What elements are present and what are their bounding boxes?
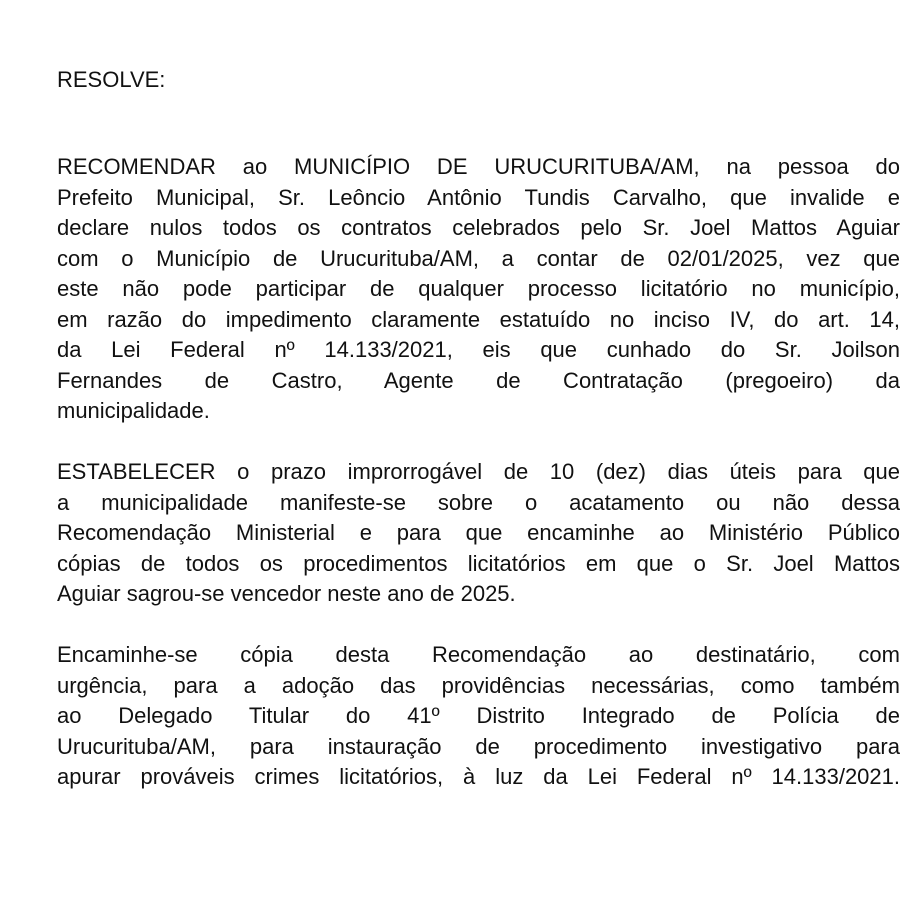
paragraph-line: Aguiar sagrou-se vencedor neste ano de 2025. [57, 581, 516, 606]
paragraph-line: da Lei Federal nº 14.133/2021, eis que cunhado do Sr. Joilson [57, 337, 900, 362]
paragraph-line: Encaminhe-se cópia desta Recomendação ao destinatário, com [57, 642, 900, 667]
paragraph-line: Recomendação Ministerial e para que encaminhe ao Ministério Público [57, 520, 900, 545]
paragraph-line: ao Delegado Titular do 41º Distrito Integrado de Polícia de [57, 703, 900, 728]
paragraph-deadline [57, 457, 900, 610]
paragraph-line: a municipalidade manifeste-se sobre o acatamento ou não dessa [57, 489, 900, 515]
paragraph-line: urgência, para a adoção das providências necessárias, como também [57, 672, 900, 698]
paragraph-line: Fernandes de Castro, Agente de Contratação (pregoeiro) da [57, 367, 900, 393]
paragraph-line: este não pode participar de qualquer processo licitatório no município, [57, 276, 900, 301]
section-heading: RESOLVE: [57, 67, 166, 92]
paragraph-forwarding [57, 640, 900, 793]
paragraph-line: RECOMENDAR ao MUNICÍPIO DE URUCURITUBA/AM, na pessoa do [57, 154, 900, 179]
paragraph-line: Urucurituba/AM, para instauração de procedimento investigativo para [57, 733, 900, 759]
paragraph-line: Prefeito Municipal, Sr. Leôncio Antônio Tundis Carvalho, que invalide e [57, 184, 900, 210]
paragraph-line: cópias de todos os procedimentos licitatórios em que o Sr. Joel Mattos [57, 550, 900, 576]
paragraph-line: ESTABELECER o prazo improrrogável de 10 (dez) dias úteis para que [57, 459, 900, 484]
paragraph-line: apurar prováveis crimes licitatórios, à luz da Lei Federal nº 14.133/2021. [57, 764, 900, 789]
paragraph-recommendation [57, 152, 900, 427]
paragraph-line: municipalidade. [57, 398, 210, 423]
paragraph-line: declare nulos todos os contratos celebrados pelo Sr. Joel Mattos Aguiar [57, 215, 900, 240]
paragraph-line: em razão do impedimento claramente estatuído no inciso IV, do art. 14, [57, 306, 900, 332]
paragraph-line: com o Município de Urucurituba/AM, a contar de 02/01/2025, vez que [57, 245, 900, 271]
